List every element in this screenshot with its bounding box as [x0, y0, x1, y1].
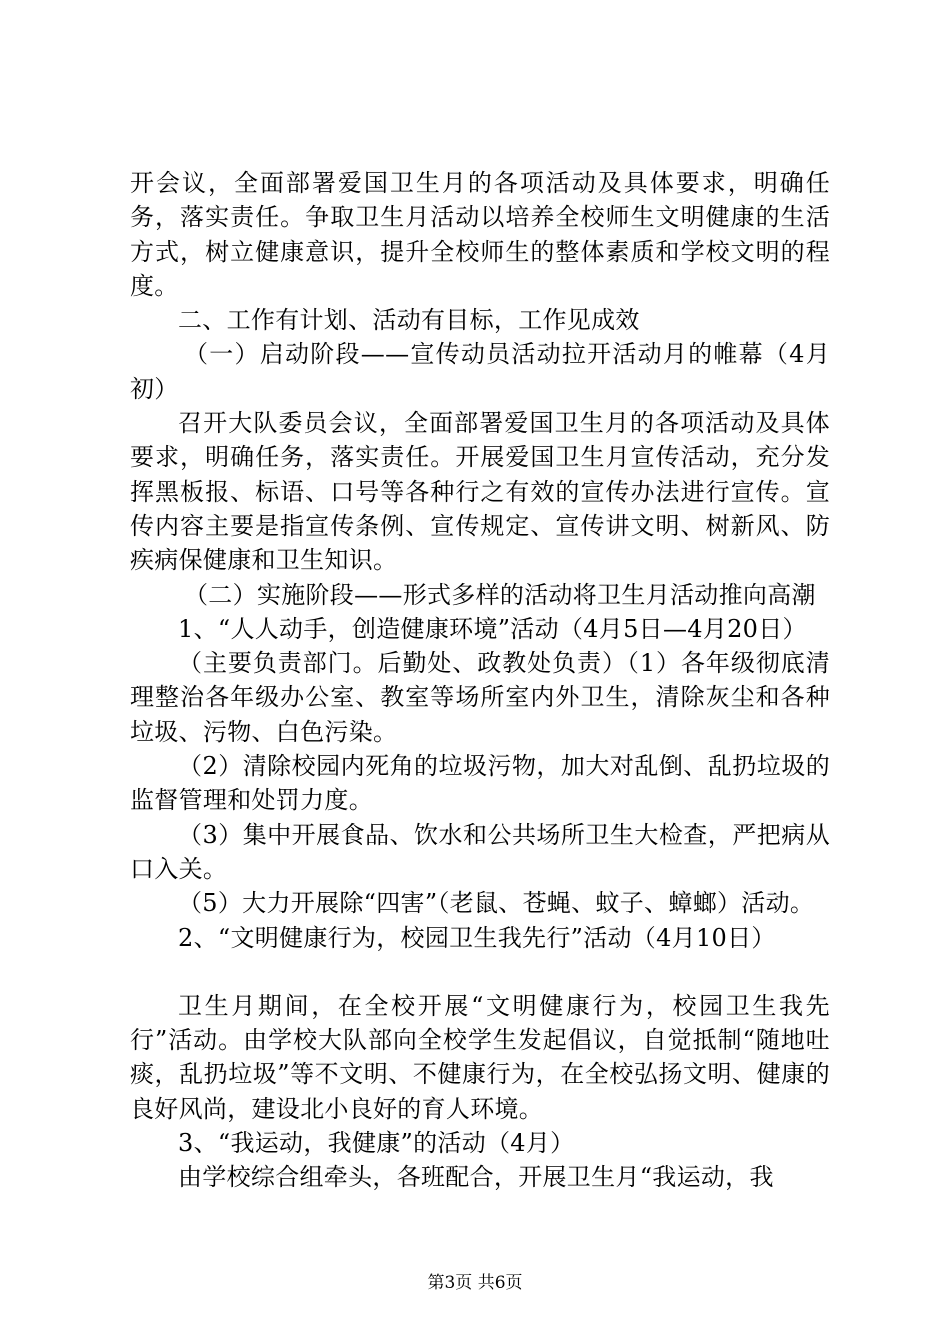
activity-heading-3: 3、“我运动，我健康”的活动（4月）	[178, 1129, 575, 1158]
paragraph-continuation: 开会议，全面部署爱国卫生月的各项活动及具体要求，明确任务，落实责任。争取卫生月活动以培养全校师生文明健康的生活方式，树立健康意识，提升全校师生的整体素质和学校文明的程度。	[130, 169, 830, 300]
activity-heading-1: 1、“人人动手，创造健康环境”活动（4月5日—4月20日）	[178, 614, 807, 643]
page-footer	[0, 1272, 950, 1294]
paragraph-activity-3: 由学校综合组牵头，各班配合，开展卫生月“我运动，我	[178, 1163, 774, 1192]
section-heading-2: 二、工作有计划、活动有目标，工作见成效	[178, 306, 640, 335]
paragraph-activity-2: 卫生月期间，在全校开展“文明健康行为，校园卫生我先行”活动。由学校大队部向全校学生发起倡议，自觉抵制“随地吐痰，乱扔垃圾”等不文明、不健康行为，在全校弘扬文明、健康的良好风尚，建设北小良好的育人环境。	[130, 991, 830, 1123]
paragraph-item-3: （3）集中开展食品、饮水和公共场所卫生大检查，严把病从口入关。	[130, 820, 830, 883]
activity-heading-2: 2、“文明健康行为，校园卫生我先行”活动（4月10日）	[178, 923, 776, 952]
paragraph-activity-1: （主要负责部门。后勤处、政教处负责）（1）各年级彻底清理整治各年级办公室、教室等场所室内外卫生，清除灰尘和各种垃圾、污物、白色污染。	[130, 649, 830, 746]
stage-heading-2: （二）实施阶段——形式多样的活动将卫生月活动推向高潮	[184, 580, 816, 609]
blank-line	[130, 955, 830, 989]
paragraph-item-2: （2）清除校园内死角的垃圾污物，加大对乱倒、乱扔垃圾的监督管理和处罚力度。	[130, 752, 830, 815]
paragraph-stage-1: 召开大队委员会议，全面部署爱国卫生月的各项活动及具体要求，明确任务，落实责任。开展爱国卫生月宣传活动，充分发挥黑板报、标语、口号等各种行之有效的宣传办法进行宣传。宣传内容主要是指宣传条例、宣传规定、宣传讲文明、树新风、防疾病保健康和卫生知识。	[130, 409, 830, 575]
page-number-label: 第3页 共6页	[427, 1273, 523, 1293]
stage-heading-1: （一）启动阶段——宣传动员活动拉开活动月的帷幕（4月初）	[130, 340, 830, 403]
document-body	[130, 166, 830, 1195]
paragraph-item-5: （5）大力开展除“四害”（老鼠、苍蝇、蚊子、蟑螂）活动。	[178, 889, 815, 918]
